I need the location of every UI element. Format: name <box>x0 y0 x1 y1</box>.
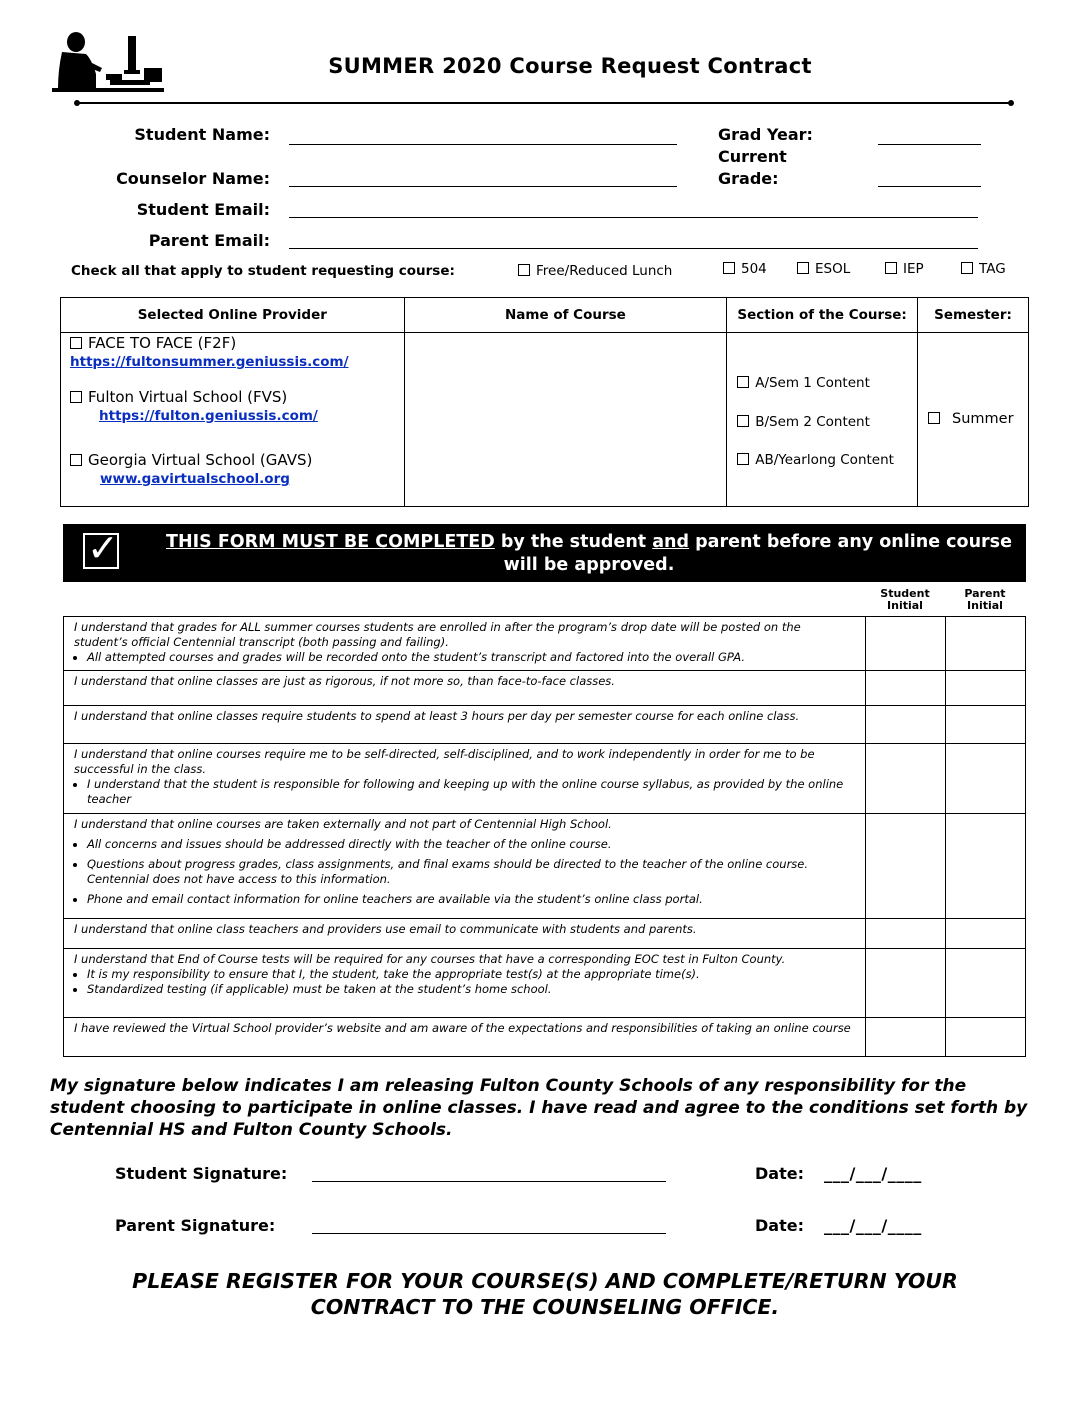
counselor-name-input[interactable] <box>289 186 677 187</box>
esol-checkbox[interactable]: ESOL <box>797 261 850 277</box>
release-statement: My signature below indicates I am releasing Fulton County Schools of any responsibility for the student choosing to participate in online classes. I have read and agree to the conditions set forth by Centennial HS and Fulton County Schools. <box>50 1076 1028 1140</box>
iep-checkbox[interactable]: IEP <box>885 261 924 277</box>
semester-header: Semester: <box>918 298 1029 333</box>
parent-initial-field[interactable] <box>946 706 1026 744</box>
checkbox-icon <box>518 264 530 276</box>
provider-f2f[interactable]: FACE TO FACE (F2F) <box>70 334 236 352</box>
term-row: I understand that online classes are just as rigorous, if not more so, than face-to-face classes. <box>64 671 866 706</box>
header-divider <box>78 102 1010 104</box>
student-email-label: Student Email: <box>136 200 270 219</box>
student-initial-field[interactable] <box>866 814 946 919</box>
course-name-header: Name of Course <box>404 298 727 333</box>
parent-date-label: Date: <box>755 1216 804 1235</box>
term-row: I understand that online class teachers and providers use email to communicate with students and parents. <box>64 919 866 949</box>
semester-cell <box>918 333 1029 507</box>
current-grade-label-line1: Current <box>718 147 787 166</box>
provider-header: Selected Online Provider <box>61 298 405 333</box>
student-name-label: Student Name: <box>134 125 270 144</box>
summer-checkbox[interactable]: Summer <box>928 411 1014 427</box>
checkbox-icon <box>70 337 82 349</box>
terms-table <box>63 616 1026 1057</box>
student-date-label: Date: <box>755 1164 804 1183</box>
student-initial-field[interactable] <box>866 617 946 671</box>
current-grade-label-line2: Grade: <box>718 169 779 188</box>
checkbox-icon <box>70 454 82 466</box>
f2f-link[interactable]: https://fultonsummer.geniussis.com/ <box>70 354 349 370</box>
student-initial-field[interactable] <box>866 949 946 1018</box>
checkbox-icon <box>737 453 749 465</box>
parent-initial-field[interactable] <box>946 1018 1026 1057</box>
section-cell <box>727 333 918 507</box>
gavs-link[interactable]: www.gavirtualschool.org <box>100 471 290 487</box>
banner-text: THIS FORM MUST BE COMPLETED by the student and parent before any online course will be approved. <box>166 532 1012 575</box>
student-at-computer-icon <box>52 30 164 94</box>
course-name-cell[interactable] <box>404 333 727 507</box>
student-initial-field[interactable] <box>866 919 946 949</box>
checkbox-icon <box>961 262 973 274</box>
checkbox-icon <box>928 412 940 424</box>
section-a-checkbox[interactable]: A/Sem 1 Content <box>737 375 870 391</box>
504-checkbox[interactable]: 504 <box>723 261 767 277</box>
student-email-input[interactable] <box>289 217 978 218</box>
section-ab-checkbox[interactable]: AB/Yearlong Content <box>737 452 894 468</box>
checkbox-icon <box>737 376 749 388</box>
checkbox-icon <box>723 262 735 274</box>
student-initial-field[interactable] <box>866 1018 946 1057</box>
student-signature-label: Student Signature: <box>115 1164 288 1183</box>
parent-initial-field[interactable] <box>946 919 1026 949</box>
checkbox-icon <box>737 415 749 427</box>
grad-year-input[interactable] <box>878 144 981 145</box>
provider-table <box>60 297 1029 507</box>
parent-initial-field[interactable] <box>946 671 1026 706</box>
register-instruction: PLEASE REGISTER FOR YOUR COURSE(S) AND COMPLETE/RETURN YOUR CONTRACT TO THE COUNSELING OFFICE. <box>132 1269 958 1319</box>
checkbox-icon <box>797 262 809 274</box>
provider-cell <box>61 333 405 507</box>
parent-signature-label: Parent Signature: <box>115 1216 276 1235</box>
student-signature-input[interactable] <box>312 1181 666 1182</box>
term-row: I understand that End of Course tests will be required for any courses that have a corresponding EOC test in Fulton County. • It is my responsibility to ensure that I, the student, take the appropriate test(s) at the appropriate time(s). • Standardized testing (if applicable) must be taken at the student’s home school. <box>64 949 866 1018</box>
tag-checkbox[interactable]: TAG <box>961 261 1006 277</box>
checkmark-icon: ✓ <box>83 533 119 569</box>
student-name-input[interactable] <box>289 144 677 145</box>
provider-gavs[interactable]: Georgia Virtual School (GAVS) <box>70 451 312 469</box>
parent-initial-field[interactable] <box>946 949 1026 1018</box>
student-initial-header: Student Initial <box>880 587 930 612</box>
section-b-checkbox[interactable]: B/Sem 2 Content <box>737 414 870 430</box>
student-initial-field[interactable] <box>866 744 946 814</box>
parent-initial-field[interactable] <box>946 744 1026 814</box>
term-row: I understand that grades for ALL summer courses students are enrolled in after the program’s drop date will be posted on the student’s official Centennial transcript (both passing and failing). • All attempted courses and grades will be recorded onto the student’s transcript and factored into the overall GPA. <box>64 617 866 671</box>
parent-signature-input[interactable] <box>312 1233 666 1234</box>
check-all-label: Check all that apply to student requesting course: <box>71 263 455 279</box>
grad-year-label: Grad Year: <box>718 125 813 144</box>
checkbox-icon <box>885 262 897 274</box>
checkbox-icon <box>70 391 82 403</box>
provider-fvs[interactable]: Fulton Virtual School (FVS) <box>70 388 287 406</box>
term-row: I understand that online courses are taken externally and not part of Centennial High School. • All concerns and issues should be addressed directly with the teacher of the online course. • Questions about progress grades, class assignments, and final exams should be directed to the teacher of the online course. Centennial does not have access to this information. • Phone and email contact information for online teachers are available via the student’s online class portal. <box>64 814 866 919</box>
requirement-banner <box>63 524 1026 582</box>
student-date-input[interactable]: ___/___/____ <box>824 1164 922 1183</box>
student-initial-field[interactable] <box>866 706 946 744</box>
student-initial-field[interactable] <box>866 671 946 706</box>
term-row: I understand that online classes require students to spend at least 3 hours per day per semester course for each online class. <box>64 706 866 744</box>
fvs-link[interactable]: https://fulton.geniussis.com/ <box>99 408 318 424</box>
current-grade-input[interactable] <box>878 186 981 187</box>
parent-initial-field[interactable] <box>946 814 1026 919</box>
counselor-name-label: Counselor Name: <box>116 169 270 188</box>
parent-initial-field[interactable] <box>946 617 1026 671</box>
term-row: I understand that online courses require me to be self-directed, self-disciplined, and to work independently in order for me to be successful in the class. • I understand that the student is responsible for following and keeping up with the online course syllabus, as provided by the online teacher <box>64 744 866 814</box>
section-header: Section of the Course: <box>727 298 918 333</box>
free-reduced-lunch-checkbox[interactable]: Free/Reduced Lunch <box>518 263 672 279</box>
term-row: I have reviewed the Virtual School provider’s website and am aware of the expectations and responsibilities of taking an online course <box>64 1018 866 1057</box>
page-title: SUMMER 2020 Course Request Contract <box>328 54 812 78</box>
parent-initial-header: Parent Initial <box>964 587 1006 612</box>
parent-email-label: Parent Email: <box>148 231 270 250</box>
parent-date-input[interactable]: ___/___/____ <box>824 1216 922 1235</box>
parent-email-input[interactable] <box>289 248 978 249</box>
